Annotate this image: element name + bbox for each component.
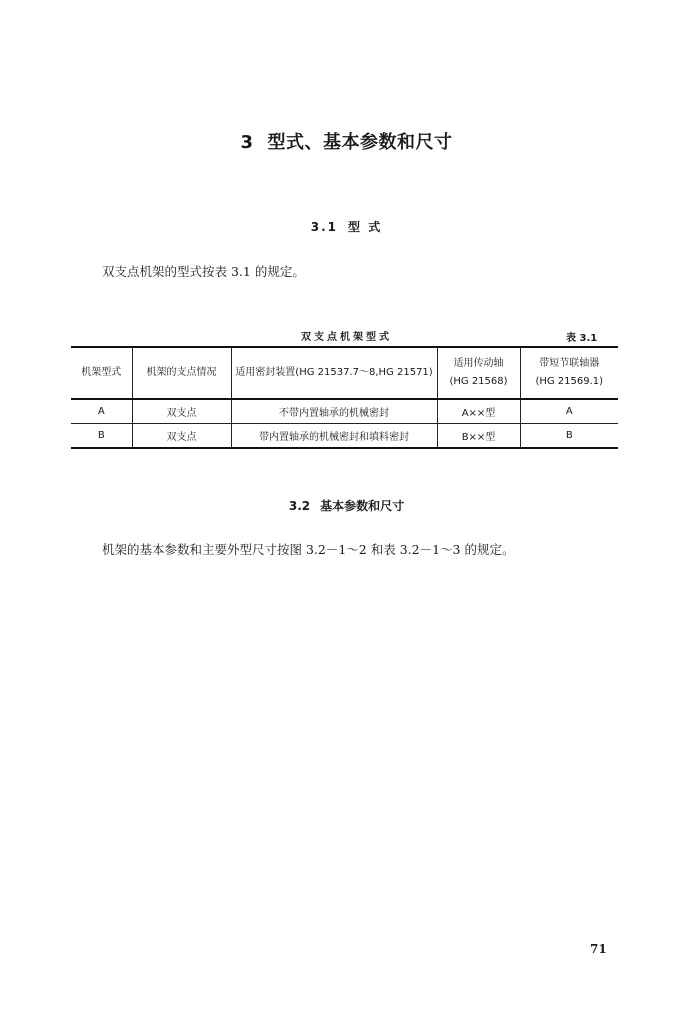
section-3-1-number: 3.1	[310, 220, 339, 234]
chapter-title-text: 型式、基本参数和尺寸	[267, 132, 453, 153]
cell-frame-type: A	[97, 406, 105, 417]
header-seal-device: 适用密封装置(HG 21537.7～8,HG 21571)	[231, 347, 437, 399]
table-row	[71, 424, 618, 449]
section-3-1-paragraph: 双支点机架的型式按表 3.1 的规定。	[102, 264, 305, 279]
cell-support-points: 双支点	[132, 399, 231, 424]
cell-seal-device: 不带内置轴承的机械密封	[231, 399, 437, 424]
page-number: 71	[590, 942, 607, 956]
header-drive-shaft: 适用传动轴 (HG 21568)	[437, 347, 520, 399]
section-3-1-heading	[0, 218, 693, 235]
frame-type-table	[71, 346, 618, 449]
table-header-row	[71, 347, 618, 399]
header-support-points: 机架的支点情况	[132, 347, 231, 399]
header-frame-type: 机架型式	[81, 367, 122, 378]
table-caption: 双支点机架型式	[301, 332, 392, 343]
cell-drive-shaft: A××型	[437, 399, 520, 424]
section-3-2-heading	[0, 497, 693, 514]
cell-coupling: B	[520, 424, 618, 449]
chapter-title	[0, 128, 693, 154]
cell-coupling: A	[520, 399, 618, 424]
section-3-2-number: 3.2	[288, 499, 311, 513]
header-coupling: 带短节联轴器 (HG 21569.1)	[520, 347, 618, 399]
chapter-number: 3	[240, 132, 254, 153]
cell-frame-type: B	[97, 430, 105, 441]
section-3-1-title: 型 式	[348, 220, 383, 234]
table-row	[71, 399, 618, 424]
section-3-2-title: 基本参数和尺寸	[320, 499, 405, 513]
cell-support-points: 双支点	[132, 424, 231, 449]
table-number: 表 3.1	[566, 333, 598, 344]
section-3-2-paragraph: 机架的基本参数和主要外型尺寸按图 3.2－1～2 和表 3.2－1～3 的规定。	[102, 542, 515, 557]
cell-seal-device: 带内置轴承的机械密封和填料密封	[231, 424, 437, 449]
cell-drive-shaft: B××型	[437, 424, 520, 449]
